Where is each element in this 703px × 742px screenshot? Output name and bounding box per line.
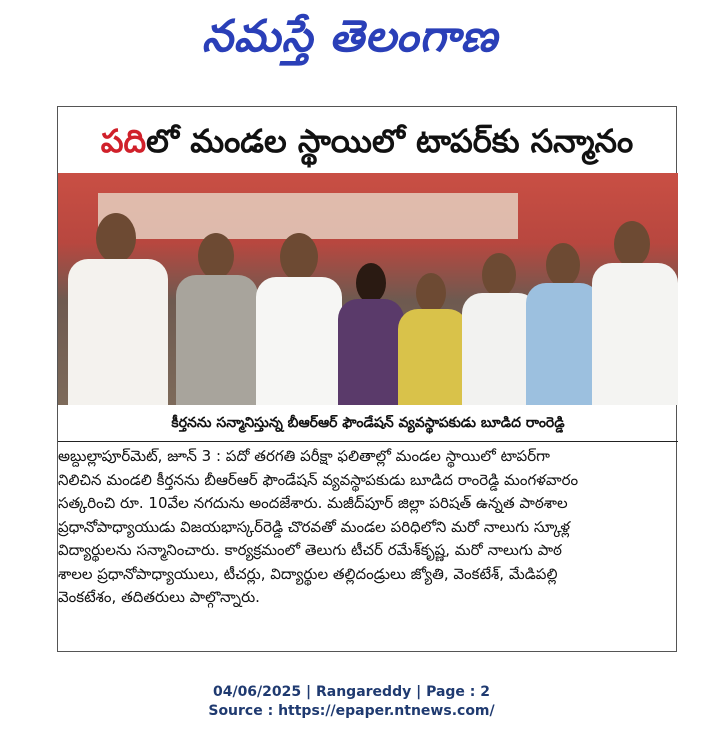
- article-line: అబ్దుల్లాపూర్‌మెట్, జూన్ 3 : పదో తరగతి పరీక్షా ఫలితాల్లో మండల స్థాయిలో టాపర్‌గా: [58, 447, 550, 465]
- article-line: విద్యార్థులను సన్మానించారు. కార్యక్రమంలో తెలుగు టీచర్ రమేశ్‌కృష్ణ, మరో నాలుగు పాఠ: [58, 541, 562, 559]
- newspaper-masthead: నమస్తే తెలంగాణ: [201, 11, 499, 62]
- article-line: సత్కరించి రూ. 10వేల నగదును అందజేశారు. మజీద్‌పూర్ జిల్లా పరిషత్ ఉన్నత పాఠశాల: [58, 494, 568, 512]
- edition-meta: 04/06/2025 | Rangareddy | Page : 2: [212, 684, 491, 700]
- article-line: వెంకటేశం, తదితరులు పాల్గొన్నారు.: [58, 588, 260, 606]
- headline-highlight: పది: [100, 122, 147, 160]
- article-body: [58, 445, 678, 610]
- article-line: ప్రధానోపాధ్యాయుడు విజయభాస్కర్‌రెడ్డి చొరవతో మండల పరిధిలోని మరో నాలుగు స్కూళ్ల: [58, 517, 571, 536]
- photo-backdrop-banner: [98, 193, 518, 239]
- article-headline: [58, 113, 676, 169]
- article-photo: [58, 173, 678, 405]
- article-line: శాలల ప్రధానోపాధ్యాయులు, టీచర్లు, విద్యార్థుల తల్లిదండ్రులు జ్యోతి, వెంకటేశ్, మేడిపల్లి: [58, 564, 558, 583]
- source-link[interactable]: Source : https://epaper.ntnews.com/: [208, 703, 495, 719]
- caption-divider: [58, 441, 678, 442]
- headline-rest: లో మండల స్థాయిలో టాపర్‌కు సన్మానం: [146, 122, 634, 160]
- article-line: నిలిచిన మండలి కీర్తనను బీఆర్‌ఆర్ ఫౌండేషన్ వ్యవస్థాపకుడు బూడిద రాంరెడ్డి మంగళవారం: [58, 470, 579, 489]
- photo-caption: కీర్తనను సన్మానిస్తున్న బీఆర్‌ఆర్ ఫౌండేషన్ వ్యవస్థాపకుడు బూడిద రాంరెడ్డి: [171, 415, 565, 431]
- news-clipping: [57, 106, 677, 652]
